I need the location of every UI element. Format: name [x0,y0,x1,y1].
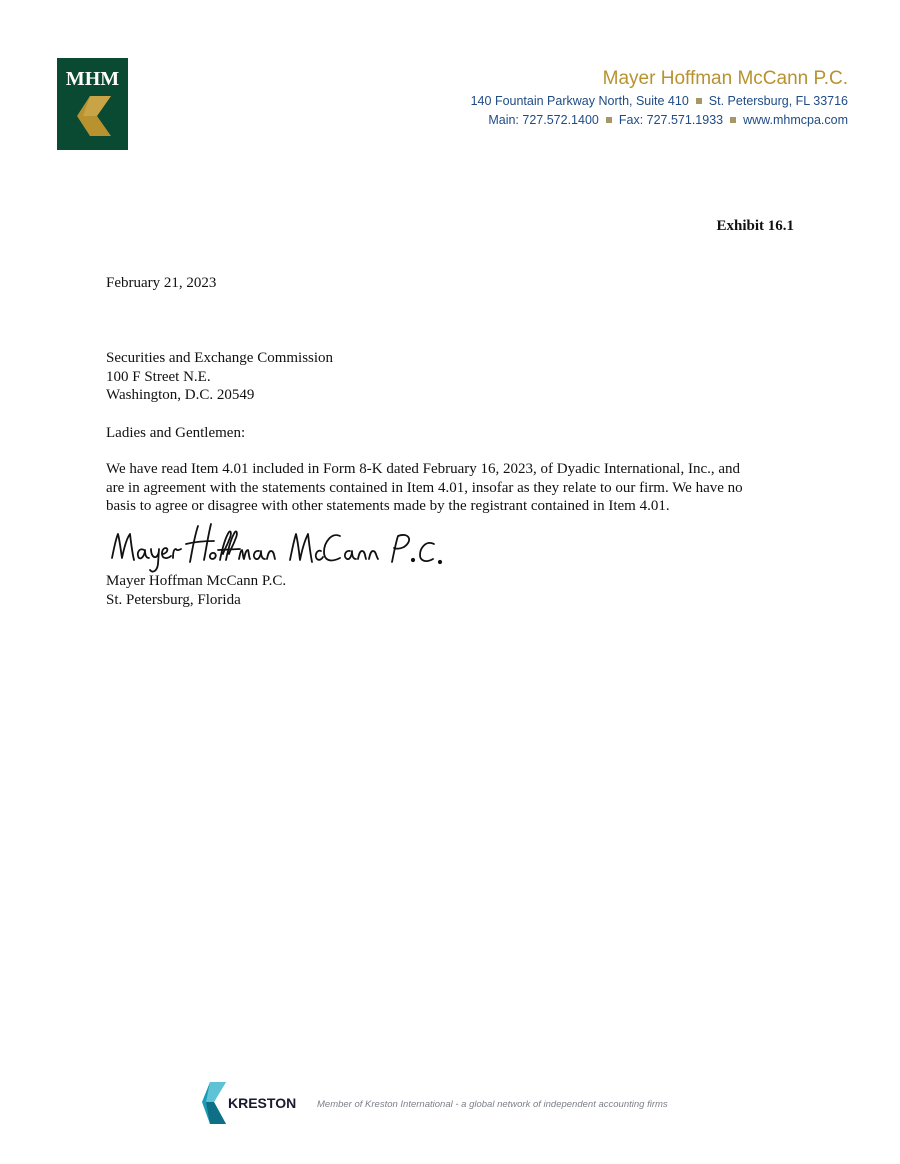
kreston-wordmark: KRESTON [228,1095,297,1111]
chevron-logo-icon [57,58,128,150]
recipient-line: 100 F Street N.E. [106,368,211,385]
recipient-line: Washington, D.C. 20549 [106,387,255,403]
recipient-line: Securities and Exchange Commission [106,350,334,366]
firm-name: Mayer Hoffman McCann P.C. [602,68,848,89]
exhibit-label: Exhibit 16.1 [716,218,794,234]
separator-square-icon [730,117,736,123]
signer-location: St. Petersburg, Florida [106,591,241,608]
mhm-logo [57,58,128,150]
body-paragraph [106,460,806,516]
website-link[interactable]: www.mhmcpa.com [743,113,848,127]
fax-number: Fax: 727.571.1933 [618,113,724,127]
salutation: Ladies and Gentlemen: [106,425,246,441]
firm-address-line [471,92,848,111]
body-line: We have read Item 4.01 included in Form 8-K dated February 16, 2023, of Dyadic International, Inc., and [106,461,741,477]
footer-tagline: Member of Kreston International - a global network of independent accounting firms [317,1099,668,1110]
address-street: 140 Fountain Parkway North, Suite 410 [470,94,689,108]
recipient-address [106,349,333,405]
body-line: basis to agree or disagree with other statements made by the registrant contained in Item 4.01. [106,498,670,514]
firm-contact-line [471,111,848,130]
address-city: St. Petersburg, FL 33716 [708,94,848,108]
firm-letterhead [471,66,848,130]
letter-date: February 21, 2023 [106,275,217,291]
signer-name: Mayer Hoffman McCann P.C. [106,573,287,589]
logo-text: MHM [65,68,120,90]
body-line: are in agreement with the statements contained in Item 4.01, insofar as they relate to our firm. We have no [106,479,743,496]
handwritten-signature [108,520,448,580]
phone-number: Main: 727.572.1400 [488,113,599,127]
signer-block [106,572,286,609]
separator-square-icon [696,98,702,104]
separator-square-icon [606,117,612,123]
